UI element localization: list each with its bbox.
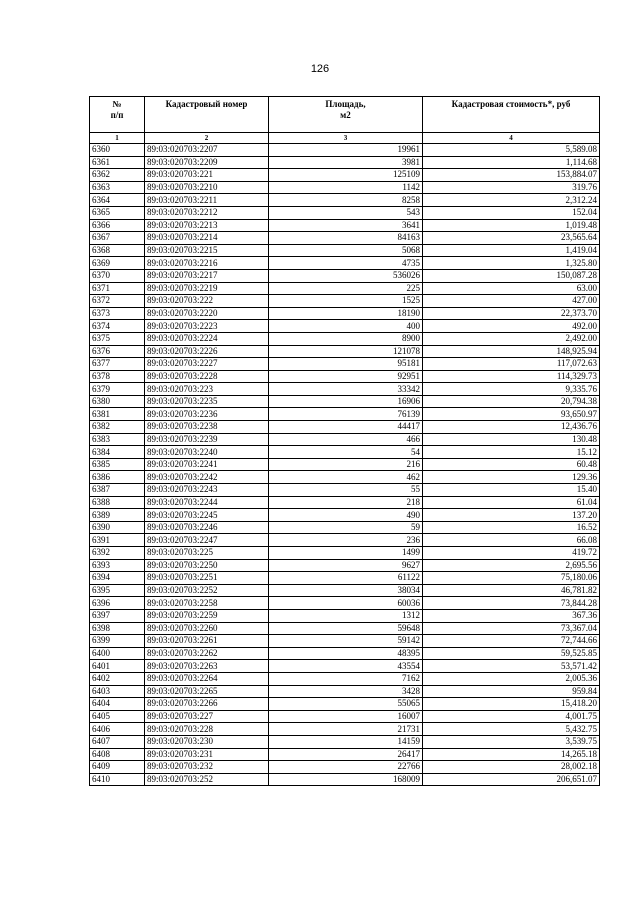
cadastral-number: 89:03:020703:2228	[145, 370, 269, 383]
area-value: 3981	[269, 156, 423, 169]
cost-value: 427.00	[423, 295, 600, 308]
row-number: 6410	[90, 773, 145, 786]
cost-value: 53,571.42	[423, 660, 600, 673]
cost-value: 117,072.63	[423, 358, 600, 371]
row-number: 6391	[90, 534, 145, 547]
cadastral-number: 89:03:020703:2247	[145, 534, 269, 547]
area-value: 7162	[269, 672, 423, 685]
cost-value: 129.36	[423, 471, 600, 484]
cost-value: 22,373.70	[423, 307, 600, 320]
row-number: 6383	[90, 433, 145, 446]
header-cadastral-cost: Кадастровая стоимость*, руб	[423, 97, 600, 133]
cost-value: 16.52	[423, 521, 600, 534]
cost-value: 15.12	[423, 446, 600, 459]
table-row	[90, 446, 600, 459]
table-row	[90, 144, 600, 157]
area-value: 54	[269, 446, 423, 459]
row-number: 6408	[90, 748, 145, 761]
table-row	[90, 458, 600, 471]
area-value: 60036	[269, 597, 423, 610]
cost-value: 60.48	[423, 458, 600, 471]
row-number: 6378	[90, 370, 145, 383]
area-value: 236	[269, 534, 423, 547]
row-number: 6397	[90, 609, 145, 622]
row-number: 6375	[90, 332, 145, 345]
row-number: 6404	[90, 698, 145, 711]
area-value: 59	[269, 521, 423, 534]
area-value: 33342	[269, 383, 423, 396]
header-no: № п/п	[90, 97, 145, 133]
area-value: 4735	[269, 257, 423, 270]
cadastral-number: 89:03:020703:222	[145, 295, 269, 308]
table-row	[90, 345, 600, 358]
area-value: 9627	[269, 559, 423, 572]
table-row	[90, 471, 600, 484]
cost-value: 5,432.75	[423, 723, 600, 736]
row-number: 6363	[90, 181, 145, 194]
row-number: 6395	[90, 584, 145, 597]
cost-value: 1,019.48	[423, 219, 600, 232]
row-number: 6384	[90, 446, 145, 459]
area-value: 26417	[269, 748, 423, 761]
table-row	[90, 194, 600, 207]
table-row	[90, 395, 600, 408]
row-number: 6382	[90, 421, 145, 434]
area-value: 59648	[269, 622, 423, 635]
cadastral-number: 89:03:020703:2240	[145, 446, 269, 459]
cost-value: 130.48	[423, 433, 600, 446]
area-value: 490	[269, 509, 423, 522]
row-number: 6373	[90, 307, 145, 320]
column-number: 3	[269, 133, 423, 144]
cadastral-number: 89:03:020703:2220	[145, 307, 269, 320]
table-row	[90, 383, 600, 396]
table-row	[90, 269, 600, 282]
cadastral-number: 89:03:020703:223	[145, 383, 269, 396]
cost-value: 319.76	[423, 181, 600, 194]
table-row	[90, 672, 600, 685]
area-value: 536026	[269, 269, 423, 282]
row-number: 6407	[90, 735, 145, 748]
table-row	[90, 219, 600, 232]
area-value: 84163	[269, 232, 423, 245]
table-row	[90, 534, 600, 547]
cadastral-number: 89:03:020703:2241	[145, 458, 269, 471]
cost-value: 1,325.80	[423, 257, 600, 270]
area-value: 466	[269, 433, 423, 446]
cadastral-number: 89:03:020703:2246	[145, 521, 269, 534]
cadastral-number: 89:03:020703:2243	[145, 484, 269, 497]
table-row	[90, 647, 600, 660]
cost-value: 28,002.18	[423, 761, 600, 774]
row-number: 6402	[90, 672, 145, 685]
row-number: 6366	[90, 219, 145, 232]
row-number: 6380	[90, 395, 145, 408]
cadastral-number: 89:03:020703:231	[145, 748, 269, 761]
row-number: 6400	[90, 647, 145, 660]
cadastral-number: 89:03:020703:2250	[145, 559, 269, 572]
cost-value: 2,695.56	[423, 559, 600, 572]
cost-value: 12,436.76	[423, 421, 600, 434]
row-number: 6381	[90, 408, 145, 421]
table-row	[90, 282, 600, 295]
cadastral-number: 89:03:020703:2235	[145, 395, 269, 408]
row-number: 6364	[90, 194, 145, 207]
row-number: 6362	[90, 169, 145, 182]
cost-value: 20,794.38	[423, 395, 600, 408]
area-value: 1312	[269, 609, 423, 622]
row-number: 6399	[90, 635, 145, 648]
cadastral-number: 89:03:020703:2226	[145, 345, 269, 358]
column-number: 1	[90, 133, 145, 144]
table-row	[90, 433, 600, 446]
area-value: 95181	[269, 358, 423, 371]
row-number: 6379	[90, 383, 145, 396]
row-number: 6376	[90, 345, 145, 358]
area-value: 218	[269, 496, 423, 509]
table-row	[90, 723, 600, 736]
table-row	[90, 295, 600, 308]
row-number: 6396	[90, 597, 145, 610]
row-number: 6387	[90, 484, 145, 497]
cost-value: 152.04	[423, 206, 600, 219]
area-value: 38034	[269, 584, 423, 597]
area-value: 125109	[269, 169, 423, 182]
row-number: 6393	[90, 559, 145, 572]
table-row	[90, 370, 600, 383]
cadastral-number: 89:03:020703:2239	[145, 433, 269, 446]
cadastral-number: 89:03:020703:2260	[145, 622, 269, 635]
row-number: 6369	[90, 257, 145, 270]
table-row	[90, 559, 600, 572]
cadastral-number: 89:03:020703:2224	[145, 332, 269, 345]
row-number: 6365	[90, 206, 145, 219]
row-number: 6388	[90, 496, 145, 509]
row-number: 6409	[90, 761, 145, 774]
cadastral-number: 89:03:020703:2264	[145, 672, 269, 685]
cost-value: 23,565.64	[423, 232, 600, 245]
header-row	[90, 97, 600, 133]
cost-value: 5,589.08	[423, 144, 600, 157]
table-row	[90, 597, 600, 610]
area-value: 48395	[269, 647, 423, 660]
area-value: 543	[269, 206, 423, 219]
cadastral-number: 89:03:020703:2261	[145, 635, 269, 648]
row-number: 6398	[90, 622, 145, 635]
cadastral-number: 89:03:020703:2242	[145, 471, 269, 484]
cadastral-number: 89:03:020703:2217	[145, 269, 269, 282]
cadastral-number: 89:03:020703:2209	[145, 156, 269, 169]
table-row	[90, 761, 600, 774]
cadastral-number: 89:03:020703:2258	[145, 597, 269, 610]
cost-value: 73,844.28	[423, 597, 600, 610]
area-value: 55	[269, 484, 423, 497]
cost-value: 492.00	[423, 320, 600, 333]
cadastral-number: 89:03:020703:2252	[145, 584, 269, 597]
cost-value: 2,492.00	[423, 332, 600, 345]
area-value: 1142	[269, 181, 423, 194]
row-number: 6367	[90, 232, 145, 245]
row-number: 6371	[90, 282, 145, 295]
cost-value: 367.36	[423, 609, 600, 622]
cadastral-number: 89:03:020703:2223	[145, 320, 269, 333]
row-number: 6385	[90, 458, 145, 471]
area-value: 16007	[269, 710, 423, 723]
cadastral-number: 89:03:020703:2263	[145, 660, 269, 673]
table-row	[90, 156, 600, 169]
table-row	[90, 773, 600, 786]
cadastral-number: 89:03:020703:2236	[145, 408, 269, 421]
table-row	[90, 332, 600, 345]
table-row	[90, 484, 600, 497]
cost-value: 61.04	[423, 496, 600, 509]
area-value: 14159	[269, 735, 423, 748]
column-number: 4	[423, 133, 600, 144]
table-row	[90, 735, 600, 748]
cost-value: 1,114.68	[423, 156, 600, 169]
row-number: 6406	[90, 723, 145, 736]
cost-value: 150,087.28	[423, 269, 600, 282]
header-area: Площадь, м2	[269, 97, 423, 133]
area-value: 168009	[269, 773, 423, 786]
row-number: 6361	[90, 156, 145, 169]
cadastral-number: 89:03:020703:2215	[145, 244, 269, 257]
cost-value: 148,925.94	[423, 345, 600, 358]
table-row	[90, 244, 600, 257]
area-value: 76139	[269, 408, 423, 421]
cadastral-number: 89:03:020703:2238	[145, 421, 269, 434]
cadastral-number: 89:03:020703:2262	[145, 647, 269, 660]
cadastral-number: 89:03:020703:2227	[145, 358, 269, 371]
cadastral-number: 89:03:020703:230	[145, 735, 269, 748]
cadastral-number: 89:03:020703:227	[145, 710, 269, 723]
table-row	[90, 421, 600, 434]
cost-value: 2,312.24	[423, 194, 600, 207]
area-value: 59142	[269, 635, 423, 648]
page-number: 126	[310, 63, 330, 75]
area-value: 1525	[269, 295, 423, 308]
table-row	[90, 584, 600, 597]
area-value: 8258	[269, 194, 423, 207]
area-value: 61122	[269, 572, 423, 585]
table-row	[90, 609, 600, 622]
cadastral-number: 89:03:020703:2216	[145, 257, 269, 270]
cost-value: 59,525.85	[423, 647, 600, 660]
table-row	[90, 685, 600, 698]
area-value: 44417	[269, 421, 423, 434]
table-row	[90, 320, 600, 333]
area-value: 8900	[269, 332, 423, 345]
cost-value: 75,180.06	[423, 572, 600, 585]
cadastral-number: 89:03:020703:2245	[145, 509, 269, 522]
table-row	[90, 408, 600, 421]
column-number-row	[90, 133, 600, 144]
header-cadastral-number: Кадастровый номер	[145, 97, 269, 133]
row-number: 6374	[90, 320, 145, 333]
area-value: 21731	[269, 723, 423, 736]
table-row	[90, 698, 600, 711]
cadastral-number: 89:03:020703:2265	[145, 685, 269, 698]
cost-value: 14,265.18	[423, 748, 600, 761]
table-row	[90, 521, 600, 534]
cadastral-number: 89:03:020703:2211	[145, 194, 269, 207]
area-value: 1499	[269, 547, 423, 560]
area-value: 92951	[269, 370, 423, 383]
area-value: 16906	[269, 395, 423, 408]
cadastral-number: 89:03:020703:2210	[145, 181, 269, 194]
cadastral-number: 89:03:020703:232	[145, 761, 269, 774]
row-number: 6389	[90, 509, 145, 522]
row-number: 6401	[90, 660, 145, 673]
cadastral-number: 89:03:020703:252	[145, 773, 269, 786]
table-row	[90, 307, 600, 320]
row-number: 6386	[90, 471, 145, 484]
cadastral-number: 89:03:020703:2207	[145, 144, 269, 157]
row-number: 6403	[90, 685, 145, 698]
cost-value: 419.72	[423, 547, 600, 560]
cost-value: 137.20	[423, 509, 600, 522]
area-value: 5068	[269, 244, 423, 257]
cost-value: 66.08	[423, 534, 600, 547]
table-row	[90, 169, 600, 182]
area-value: 22766	[269, 761, 423, 774]
cost-value: 93,650.97	[423, 408, 600, 421]
row-number: 6394	[90, 572, 145, 585]
table-row	[90, 257, 600, 270]
table-body	[90, 144, 600, 786]
area-value: 3428	[269, 685, 423, 698]
cadastral-number: 89:03:020703:2266	[145, 698, 269, 711]
area-value: 216	[269, 458, 423, 471]
table-row	[90, 206, 600, 219]
table-row	[90, 710, 600, 723]
cost-value: 46,781.82	[423, 584, 600, 597]
cost-value: 206,651.07	[423, 773, 600, 786]
row-number: 6392	[90, 547, 145, 560]
area-value: 121078	[269, 345, 423, 358]
area-value: 400	[269, 320, 423, 333]
cost-value: 114,329.73	[423, 370, 600, 383]
cadastral-number: 89:03:020703:2259	[145, 609, 269, 622]
row-number: 6372	[90, 295, 145, 308]
row-number: 6360	[90, 144, 145, 157]
cadastral-number: 89:03:020703:228	[145, 723, 269, 736]
table-row	[90, 635, 600, 648]
table-row	[90, 509, 600, 522]
cadastral-table	[89, 96, 600, 786]
area-value: 462	[269, 471, 423, 484]
table-row	[90, 572, 600, 585]
cadastral-number: 89:03:020703:221	[145, 169, 269, 182]
cadastral-number: 89:03:020703:2213	[145, 219, 269, 232]
area-value: 55065	[269, 698, 423, 711]
cost-value: 2,005.36	[423, 672, 600, 685]
table-row	[90, 496, 600, 509]
row-number: 6370	[90, 269, 145, 282]
cost-value: 9,335.76	[423, 383, 600, 396]
cost-value: 959.84	[423, 685, 600, 698]
cost-value: 4,001.75	[423, 710, 600, 723]
cost-value: 3,539.75	[423, 735, 600, 748]
cadastral-number: 89:03:020703:225	[145, 547, 269, 560]
row-number: 6377	[90, 358, 145, 371]
cost-value: 63.00	[423, 282, 600, 295]
cadastral-number: 89:03:020703:2219	[145, 282, 269, 295]
area-value: 19961	[269, 144, 423, 157]
cadastral-number: 89:03:020703:2244	[145, 496, 269, 509]
table-row	[90, 660, 600, 673]
area-value: 3641	[269, 219, 423, 232]
area-value: 18190	[269, 307, 423, 320]
table-row	[90, 181, 600, 194]
area-value: 225	[269, 282, 423, 295]
table-row	[90, 232, 600, 245]
cadastral-number: 89:03:020703:2212	[145, 206, 269, 219]
table-row	[90, 748, 600, 761]
cost-value: 72,744.66	[423, 635, 600, 648]
cost-value: 153,884.07	[423, 169, 600, 182]
cost-value: 15,418.20	[423, 698, 600, 711]
table-row	[90, 547, 600, 560]
area-value: 43554	[269, 660, 423, 673]
cadastral-number: 89:03:020703:2251	[145, 572, 269, 585]
column-number: 2	[145, 133, 269, 144]
cost-value: 15.40	[423, 484, 600, 497]
cadastral-number: 89:03:020703:2214	[145, 232, 269, 245]
row-number: 6368	[90, 244, 145, 257]
cost-value: 1,419.04	[423, 244, 600, 257]
row-number: 6405	[90, 710, 145, 723]
table-row	[90, 358, 600, 371]
row-number: 6390	[90, 521, 145, 534]
table-row	[90, 622, 600, 635]
cost-value: 73,367.04	[423, 622, 600, 635]
